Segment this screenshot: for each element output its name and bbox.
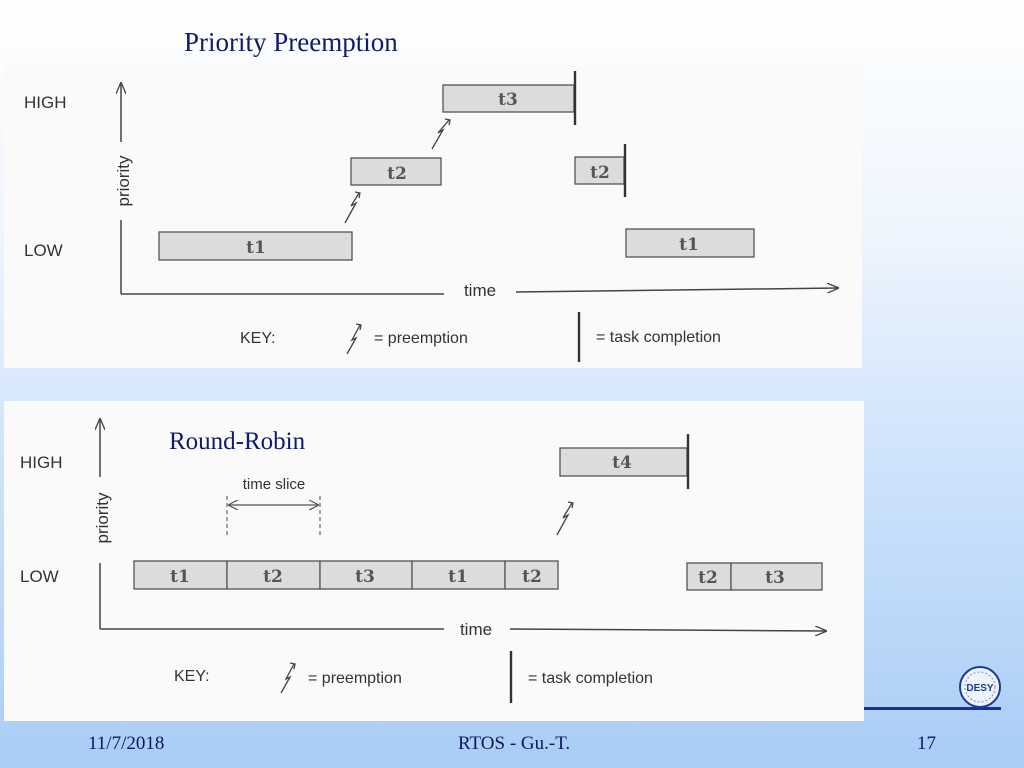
x-axis-right <box>510 629 826 631</box>
high-label: HIGH <box>24 93 67 112</box>
task-label: t3 <box>498 90 518 110</box>
task-row-resumed <box>687 563 822 590</box>
x-axis-right <box>516 288 838 292</box>
key-preemption-text: = preemption <box>308 670 402 687</box>
task-row-round-robin <box>134 561 558 589</box>
task-block-t2 <box>351 158 441 185</box>
key-label: KEY: <box>174 668 210 685</box>
task-label: t2 <box>698 568 718 588</box>
round-robin-diagram <box>4 401 864 721</box>
page-number: 17 <box>917 733 936 754</box>
task-label: t2 <box>590 163 610 183</box>
preemption-bolt-icon <box>557 503 572 535</box>
task-label: t2 <box>387 164 407 184</box>
key-preemption-text: = preemption <box>374 330 468 347</box>
task-label: t3 <box>765 568 785 588</box>
preemption-bolt-icon <box>345 193 359 223</box>
task-block-t4 <box>560 448 687 476</box>
task-label: t1 <box>246 238 266 258</box>
time-slice-label: time slice <box>242 476 306 493</box>
task-label: t3 <box>355 567 375 587</box>
task-label: t1 <box>170 567 190 587</box>
preemption-bolt-icon <box>432 120 449 149</box>
key-label: KEY: <box>240 330 276 347</box>
task-label: t2 <box>522 567 542 587</box>
logo-text: DESY <box>966 683 994 694</box>
task-label: t4 <box>612 453 632 473</box>
task-label: t2 <box>263 567 283 587</box>
preemption-key-icon <box>281 664 294 693</box>
slide-title: Priority Preemption <box>184 27 398 57</box>
task-block-t1 <box>159 232 352 260</box>
task-label: t1 <box>448 567 468 587</box>
footer-title: RTOS - Gu.-T. <box>458 733 571 754</box>
task-block-t1-resumed <box>626 229 754 257</box>
round-robin-title: Round-Robin <box>169 428 306 455</box>
preemption-key-icon <box>347 325 360 354</box>
task-block-t2-resumed <box>575 157 624 184</box>
key-completion-text: = task completion <box>528 670 653 687</box>
key-completion-text: = task completion <box>596 329 721 346</box>
footer-date: 11/7/2018 <box>88 733 165 754</box>
low-label: LOW <box>24 241 63 260</box>
task-label: t1 <box>679 235 699 255</box>
x-axis-label: time <box>459 620 493 639</box>
priority-preemption-diagram <box>4 62 862 368</box>
y-axis-label: priority <box>93 492 112 544</box>
x-axis-label: time <box>463 281 497 300</box>
high-label: HIGH <box>20 453 63 472</box>
desy-logo <box>958 665 1002 709</box>
y-axis-label: priority <box>114 155 133 207</box>
task-block-t3 <box>443 85 574 112</box>
low-label: LOW <box>20 567 59 586</box>
